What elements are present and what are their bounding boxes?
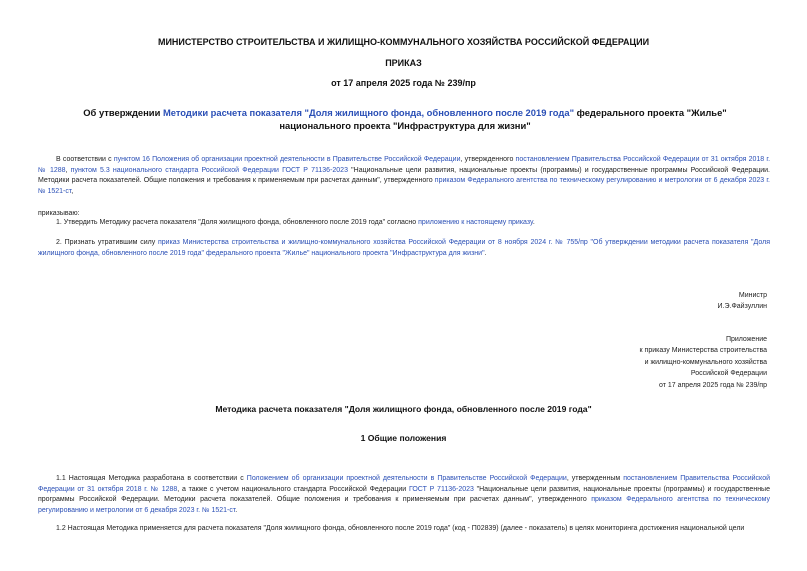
order-item-1: 1. Утвердить Методику расчета показателя "Доля жилищного фонда, обновленного после 2019 года" согласно приложению к настоящему приказу. (56, 219, 535, 226)
gost-clause-link[interactable]: пунктом 5.3 национального стандарта Российской Федерации ГОСТ Р 71136-2023 (70, 166, 348, 174)
repealed-order-link[interactable]: приказ Министерства строительства и жилищно-коммунального хозяйства Российской Федерации от 8 ноября 2024 г. № 755/пр "Об утверждении методики расчета показателя "Доля жилищного фонда, обновленного после 2019 года" федерального проекта "Жилье" национального проекта "Инфраструктура для жизни" (38, 239, 770, 257)
preamble-paragraph: В соответствии с пунктом 16 Положения об организации проектной деятельности в Правительстве Российской Федерации, утвержденного постановлением Правительства Российской Федерации от 31 октября 2018 г. № 1288, пунктом 5.3 национального стандарта Российской Федерации ГОСТ Р 71136-2023 "Национальные цели развития, национальные проекты (программы) и государственные программы Российской Федерации. Методики расчета показателей. Общие положения и требования к применяемым при расчетах данным", утвержденного приказом Федерального агентства по техническому регулированию и метрологии от 6 декабря 2023 г. № 1521-ст, (38, 156, 771, 195)
section-title: 1 Общие положения (360, 433, 447, 443)
paragraph-1-1: 1.1 Настоящая Методика разработана в соответствии с Положением об организации проектной деятельности в Правительстве Российской Федерации, утвержденным постановлением Правительства Российской Федерации от 31 октября 2018 г. № 1288, а также с учетом национального стандарта Российской Федерации ГОСТ Р 71136-2023 "Национальные цели развития, национальные проекты (программы) и государственные программы Российской Федерации. Методики расчета показателей. Общие положения и требования к применяемым при расчетах данным", утвержденного приказом Федерального агентства по техническому регулированию и метрологии от 6 декабря 2023 г. № 1521-ст. (38, 475, 770, 514)
doc-type: ПРИКАЗ (385, 58, 422, 68)
methodology-title: Методика расчета показателя "Доля жилищного фонда, обновленного после 2019 года" (215, 404, 592, 414)
regulation-link[interactable]: Положением об организации проектной деятельности в Правительстве Российской Федерации (246, 475, 567, 482)
doc-subject: Об утверждении Методики расчета показателя "Доля жилищного фонда, обновленного после 2019 года" федерального проекта "Жилье" национального проекта "Инфраструктура для жизни" (83, 107, 727, 131)
government-decree-link[interactable]: постановлением Правительства Российской Федерации от 31 октября 2018 г. № 1288 (38, 156, 771, 174)
order-item-2: 2. Признать утратившим силу приказ Министерства строительства и жилищно-коммунального хозяйства Российской Федерации от 8 ноября 2024 г. № 755/пр "Об утверждении методики расчета показателя "Доля жилищного фонда, обновленного после 2019 года" федерального проекта "Жилье" национального проекта "Инфраструктура для жизни". (38, 239, 770, 257)
regulation-link[interactable]: пунктом 16 Положения об организации проектной деятельности в Правительстве Российской Федерации (113, 156, 461, 163)
orders-word: приказываю: (38, 210, 80, 217)
signature-name: И.Э.Файзуллин (717, 303, 767, 310)
ministry-header: МИНИСТЕРСТВО СТРОИТЕЛЬСТВА И ЖИЛИЩНО-КОММУНАЛЬНОГО ХОЗЯЙСТВА РОССИЙСКОЙ ФЕДЕРАЦИИ (157, 37, 650, 47)
methodology-link[interactable]: Методики расчета показателя "Доля жилищного фонда, обновленного после 2019 года" (162, 107, 575, 118)
signature-position: Министр (738, 292, 767, 299)
appendix-link[interactable]: приложению к настоящему приказу (418, 219, 533, 226)
rosstandart-order-link[interactable]: приказом Федерального агентства по техническому регулированию и метрологии от 6 декабря 2023 г. № 1521-ст (38, 177, 770, 195)
doc-date-number: от 17 апреля 2025 года № 239/пр (331, 78, 476, 88)
rosstandart-order-link[interactable]: приказом Федерального агентства по техническому регулированию и метрологии от 6 декабря 2023 г. № 1521-ст (38, 496, 770, 514)
appendix-block: Приложение к приказу Министерства строительства и жилищно-коммунального хозяйства Российской Федерации от 17 апреля 2025 года № 239/пр (639, 336, 767, 389)
government-decree-link[interactable]: постановлением Правительства Российской Федерации от 31 октября 2018 г. № 1288 (38, 475, 770, 493)
gost-link[interactable]: ГОСТ Р 71136-2023 (408, 485, 474, 493)
paragraph-1-2: 1.2 Настоящая Методика применяется для расчета показателя "Доля жилищного фонда, обновленного после 2019 года" (код - П02839) (далее - показатель) в целях мониторинга достижения национальной цели (56, 525, 745, 532)
